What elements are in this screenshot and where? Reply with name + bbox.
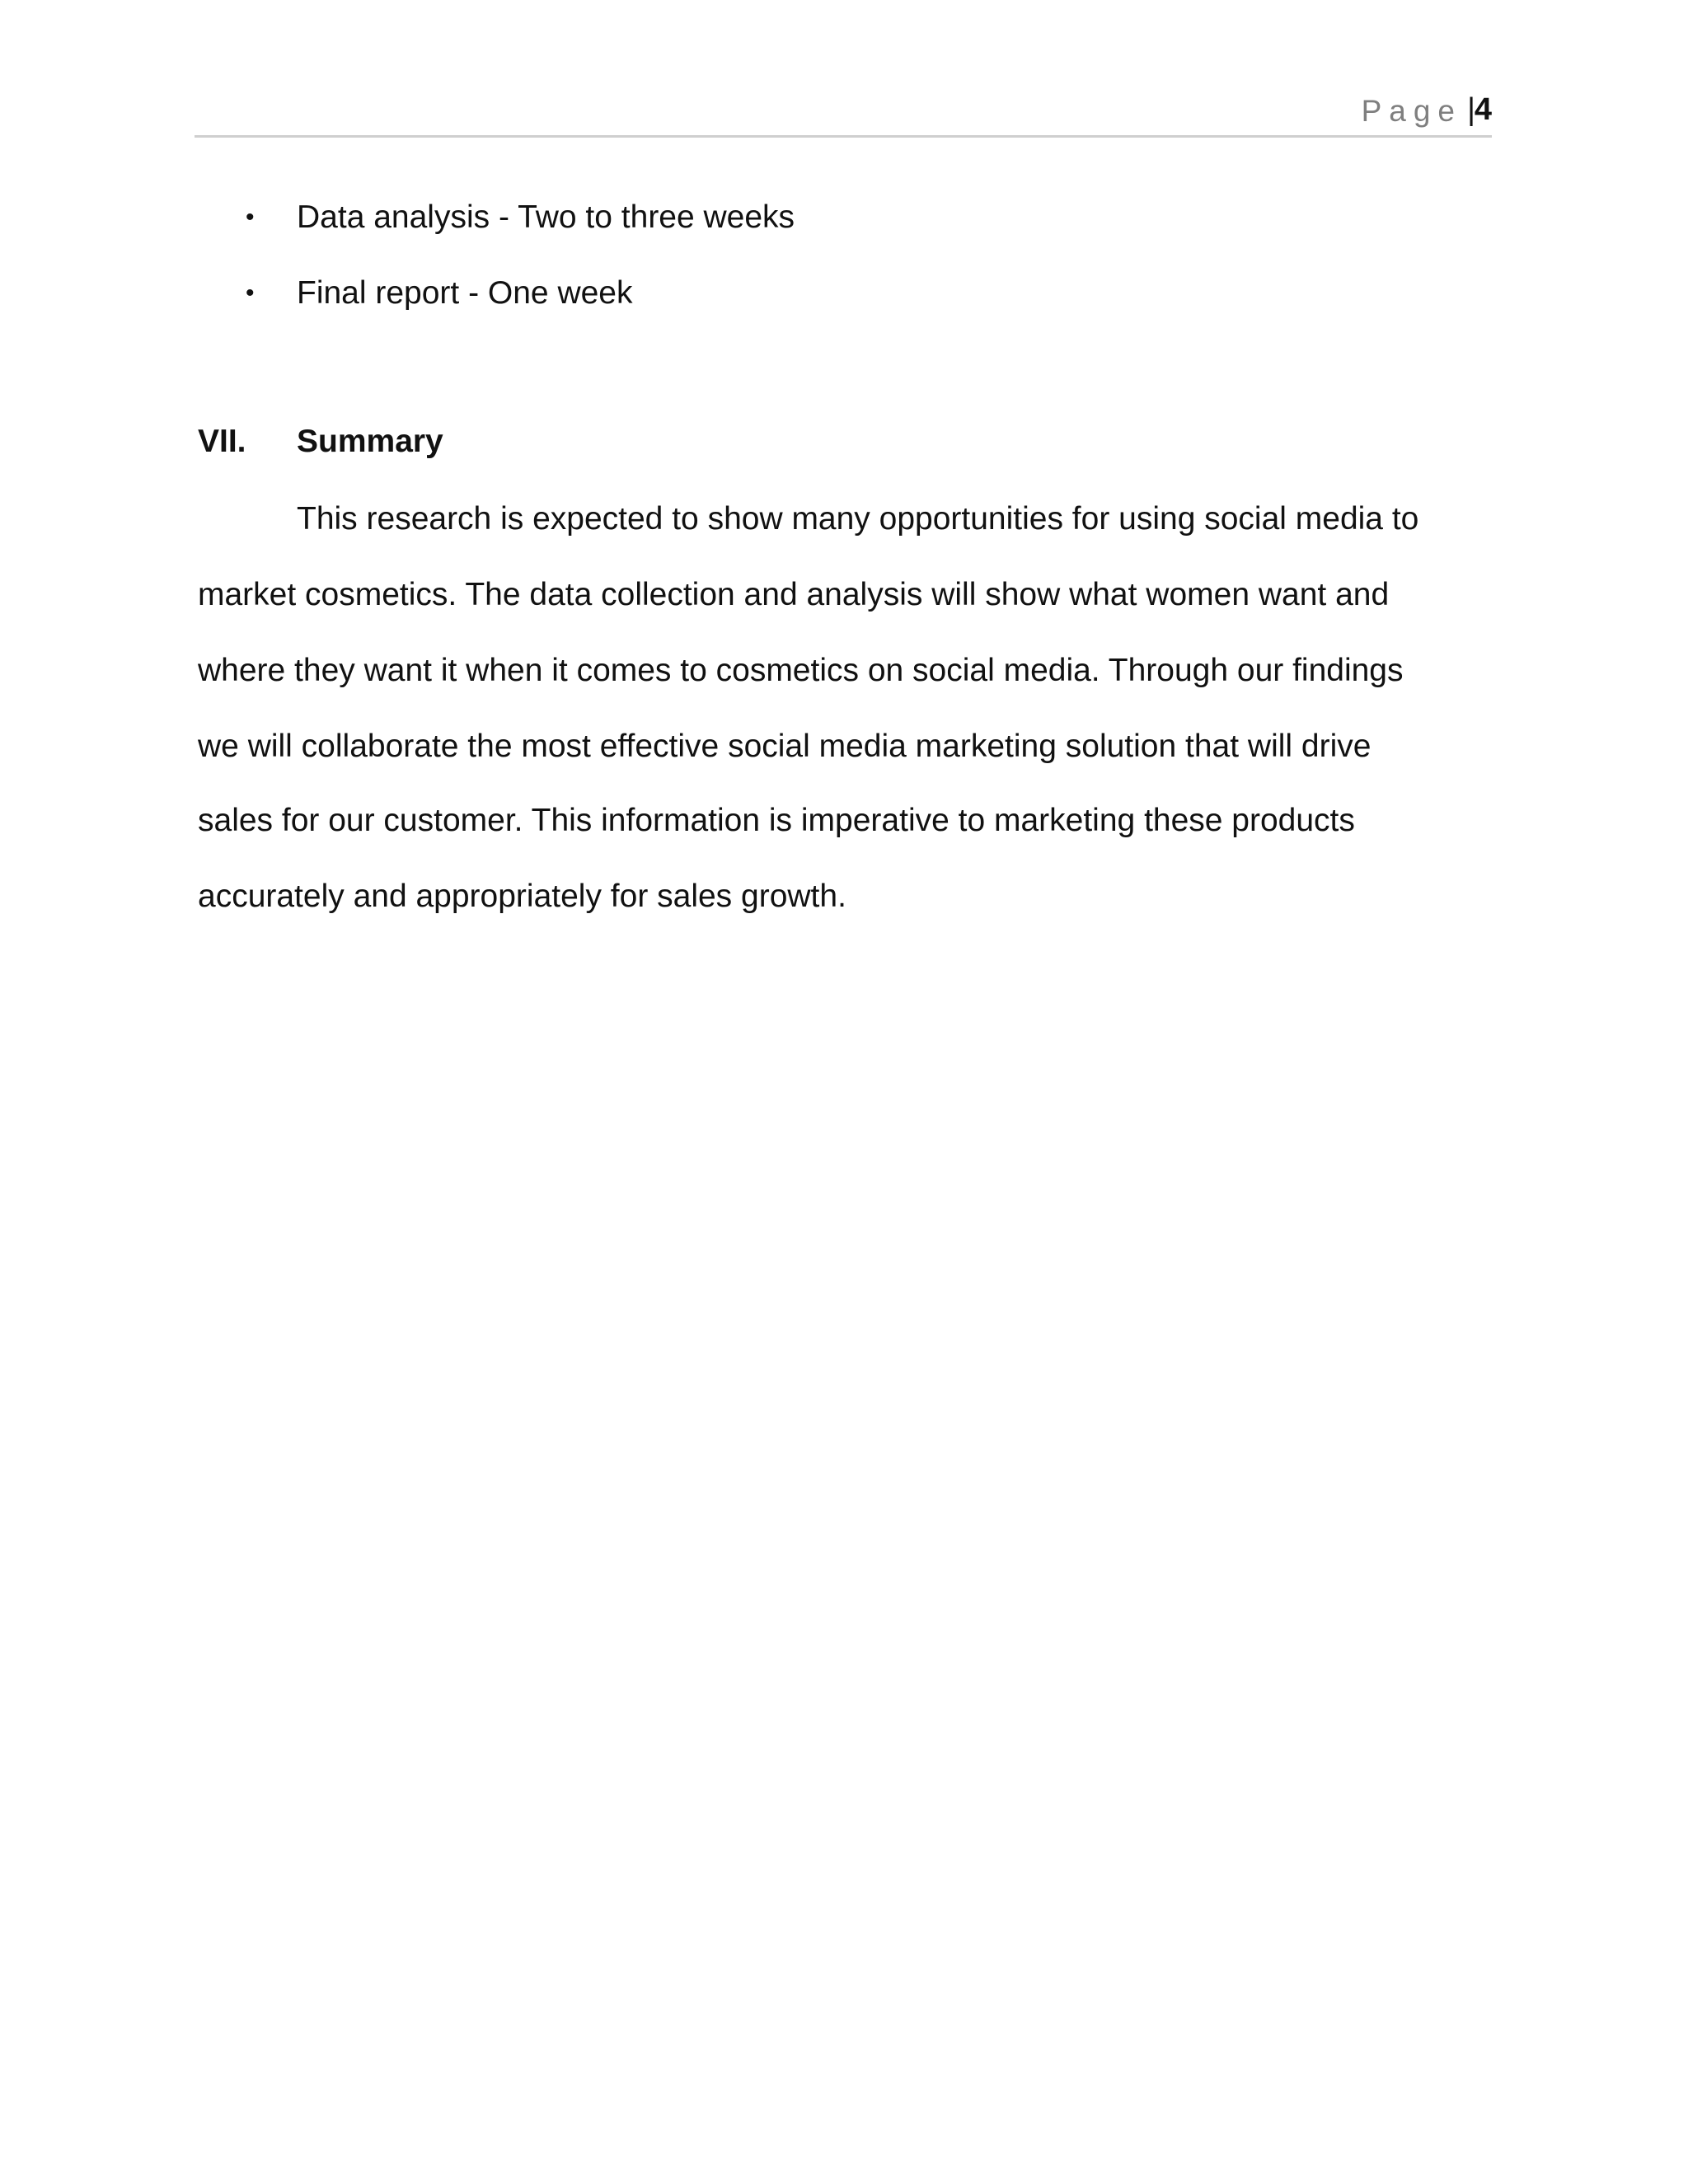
list-item-text: Final report - One week: [297, 275, 633, 311]
timeline-bullet-list: [195, 191, 1492, 343]
list-item: [195, 191, 1492, 267]
bullet-icon: •: [246, 204, 255, 231]
list-item: [195, 267, 1492, 343]
section-number: VII.: [198, 424, 246, 459]
page-separator: |: [1467, 92, 1475, 127]
paragraph-line: market cosmetics. The data collection and analysis will show what women want and: [198, 577, 1390, 612]
paragraph-line: sales for our customer. This information is imperative to marketing these products: [198, 803, 1355, 838]
paragraph-line: where they want it when it comes to cosmetics on social media. Through our findings: [198, 653, 1404, 688]
paragraph-line: we will collaborate the most effective social media marketing solution that will drive: [198, 729, 1372, 764]
page-number: 4: [1474, 92, 1492, 127]
bullet-icon: •: [246, 279, 255, 307]
paragraph-line: accurately and appropriately for sales growth.: [198, 879, 846, 914]
page-label: Page: [1361, 94, 1462, 128]
page-header: [195, 89, 1492, 135]
section-title: Summary: [297, 424, 443, 459]
paragraph-line: This research is expected to show many opportunities for using social media to: [297, 501, 1419, 537]
header-divider: [195, 135, 1492, 138]
list-item-text: Data analysis - Two to three weeks: [297, 199, 795, 235]
